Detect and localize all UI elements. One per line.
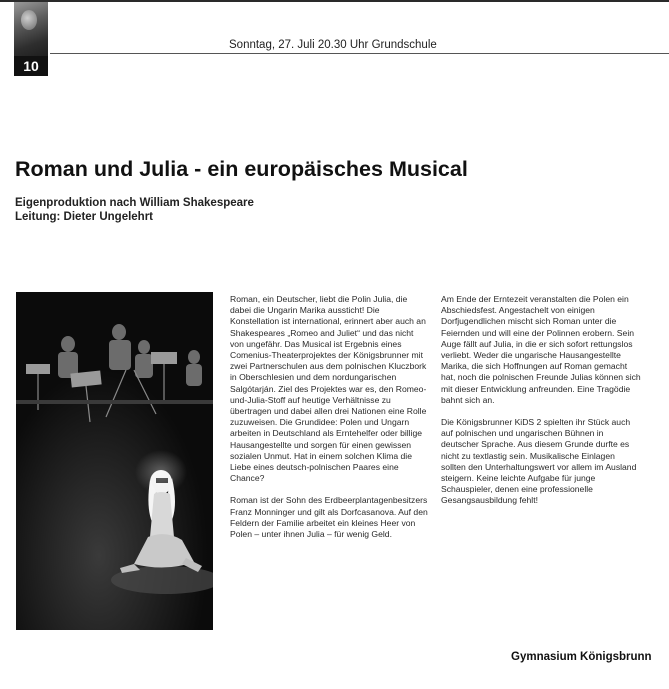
header-divider [50, 53, 669, 54]
text-column-right [441, 294, 641, 518]
paragraph: Am Ende der Erntezeit veranstalten die Polen ein Abschiedsfest. Angestachelt von einigen Dorfjugendlichen mischt sich Roman unter die Feiernden und will eine der Polinnen erobern. Sein Auge fällt auf Julia, in die er sich sofort rettungslos verliebt. Weder die ungarische Hausangestellte Marika, die sich Hoffnungen auf Roman gemacht hat, noch die polnischen Freunde Julias können sich mit dieser Entwicklung anfreunden. Eine Tragödie bahnt sich an. [441, 294, 641, 405]
footer-school-name: Gymnasium Königsbrunn [511, 651, 652, 663]
subtitle-production: Eigenproduktion nach William Shakespeare [15, 197, 254, 209]
subtitle-director: Leitung: Dieter Ungelehrt [15, 211, 154, 223]
paragraph: Roman ist der Sohn des Erdbeerplantagenbesitzers Franz Monninger und gilt als Dorfcasanova. Auf den Feldern der Familie arbeitet ein kleines Heer von Polen – unter ihnen Julia – für wenig Geld. [230, 495, 428, 540]
corner-portrait-image [14, 2, 48, 60]
paragraph: Die Königsbrunner KiDS 2 spielten ihr Stück auch auf polnischen und ungarischen Bühnen in deutscher Sprache. Aus diesem Grunde durfte es nicht zu textlastig sein. Musikalische Einlagen sollten den Unterhaltungswert vor allem im Ausland steigern. Keine leichte Aufgabe für junge Schauspieler, denen eine professionelle Gesangsausbildung fehlt! [441, 417, 637, 506]
stage-photo-drawing [16, 292, 213, 630]
stage-photo [16, 292, 213, 630]
page-number: 10 [14, 56, 48, 76]
top-border [0, 0, 669, 2]
paragraph: Roman, ein Deutscher, liebt die Polin Julia, die dabei die Ungarin Marika aussticht! Die Konstellation ist international, erinnert aber auch an Shakespeares „Romeo and Juliet“ und das nicht von ungefähr. Das Musical ist Ergebnis eines Comenius-Theaterprojektes der Königsbrunner mit zwei Partnerschulen aus dem polnischen Kluczbork in Oberschlesien und dem nordungarischen Salgótarján. Ziel des Projektes war es, den Romeo-und-Julia-Stoff auf heutige Verhältnisse zu übertragen und dabei allen drei Nationen eine Rolle zuzuweisen. Die Grundidee: Polen und Ungarn arbeiten in Deutschland als Erntehelfer oder billige Hausangestellte und sorgen für einen gewissen sozialen Unmut. Hat in einem solchen Klima die Liebe eines deutsch-polnischen Paares eine Chance? [230, 294, 427, 484]
article-title: Roman und Julia - ein europäisches Musical [15, 157, 468, 181]
portrait-face [21, 10, 37, 30]
bleed-through-shadow [470, 160, 669, 220]
article-subtitle [15, 196, 254, 224]
event-date-line: Sonntag, 27. Juli 20.30 Uhr Grundschule [229, 39, 437, 51]
text-column-left [230, 294, 428, 551]
